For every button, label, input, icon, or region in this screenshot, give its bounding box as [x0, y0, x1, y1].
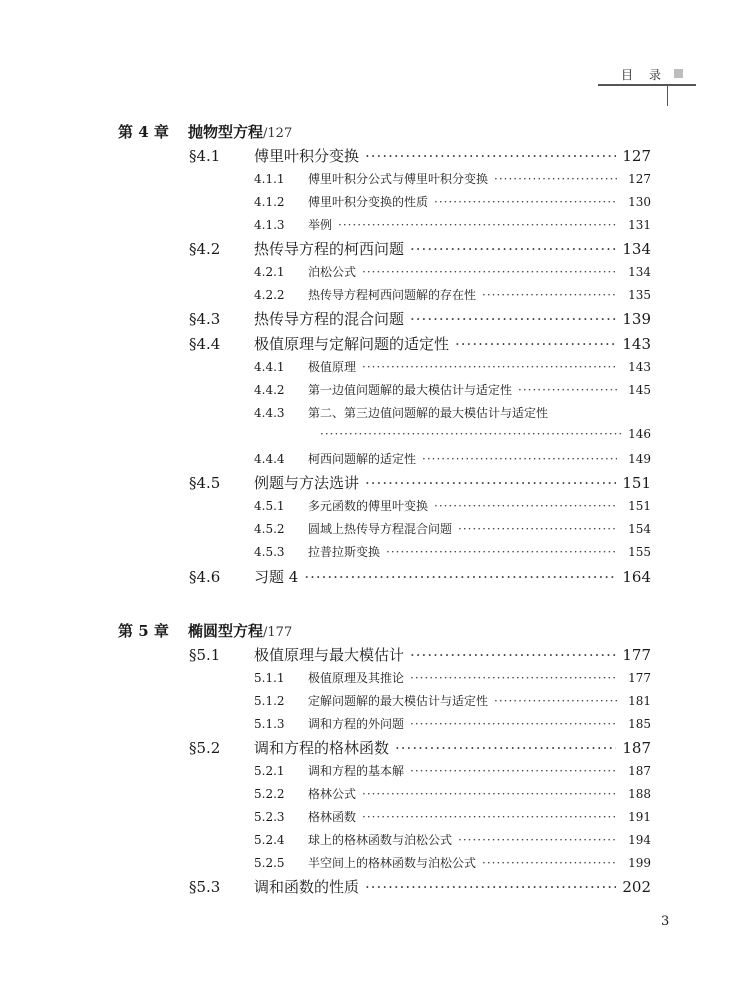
subsection-title: 调和方程的基本解	[308, 764, 405, 778]
subsection-title: 极值原理及其推论	[308, 671, 405, 685]
subsection-number: 4.4.4	[254, 452, 285, 466]
subsection-number: 4.1.2	[254, 195, 285, 209]
subsection-title: 多元函数的傅里叶变换	[308, 499, 429, 513]
section-number: §5.3	[189, 878, 221, 896]
subsection-number: 4.4.2	[254, 383, 285, 397]
subsection-page: 127	[628, 172, 651, 186]
leader-dots	[365, 878, 616, 896]
subsection-page: 130	[628, 195, 651, 209]
section-number: §5.2	[189, 739, 221, 757]
toc-subsection[interactable]	[254, 762, 651, 779]
subsection-title: 傅里叶积分公式与傅里叶积分变换	[308, 172, 489, 186]
section-title: 例题与方法选讲	[254, 474, 360, 492]
toc-subsection-continuation[interactable]	[320, 427, 651, 441]
header-char-2: 录	[649, 68, 662, 82]
leader-dots	[362, 360, 617, 374]
toc-section[interactable]	[189, 876, 651, 897]
subsection-page: 185	[628, 717, 651, 731]
section-title: 极值原理与定解问题的适定性	[254, 335, 450, 353]
leader-dots	[494, 172, 617, 186]
subsection-title: 格林公式	[308, 787, 357, 801]
toc-subsection[interactable]	[254, 170, 651, 187]
subsection-number: 4.4.3	[254, 406, 285, 420]
subsection-page: 191	[628, 810, 651, 824]
leader-dots	[434, 195, 617, 209]
toc-subsection[interactable]	[254, 381, 651, 398]
chapter-number: 第 5 章	[118, 622, 169, 640]
subsection-page: 155	[628, 545, 651, 559]
toc-subsection[interactable]	[254, 785, 651, 802]
subsection-title: 拉普拉斯变换	[308, 545, 381, 559]
section-title: 调和方程的格林函数	[254, 739, 390, 757]
section-number: §4.4	[189, 335, 221, 353]
subsection-page: 194	[628, 833, 651, 847]
toc-section[interactable]	[189, 308, 651, 329]
subsection-page: 199	[628, 856, 651, 870]
chapter-heading	[118, 121, 292, 142]
section-page: 202	[622, 878, 651, 896]
subsection-number: 4.1.1	[254, 172, 285, 186]
leader-dots	[320, 427, 622, 441]
leader-dots	[362, 787, 617, 801]
subsection-number: 5.2.5	[254, 856, 285, 870]
subsection-title: 热传导方程柯西问题解的存在性	[308, 288, 477, 302]
section-number: §4.1	[189, 147, 221, 165]
toc-section[interactable]	[189, 737, 651, 758]
subsection-title: 极值原理	[308, 360, 357, 374]
leader-dots	[458, 833, 617, 847]
toc-subsection[interactable]	[254, 497, 651, 514]
chapter-title: 抛物型方程	[188, 123, 264, 141]
leader-dots	[482, 288, 617, 302]
toc-subsection[interactable]	[254, 404, 651, 421]
leader-dots	[338, 218, 617, 232]
subsection-title: 第一边值问题解的最大模估计与适定性	[308, 383, 513, 397]
subsection-page: 135	[628, 288, 651, 302]
subsection-title: 调和方程的外问题	[308, 717, 405, 731]
toc-section[interactable]	[189, 145, 651, 166]
section-title: 调和函数的性质	[254, 878, 360, 896]
subsection-title: 第二、第三边值问题解的最大模估计与适定性	[308, 406, 549, 420]
leader-dots	[304, 568, 616, 586]
subsection-number: 5.1.1	[254, 671, 285, 685]
toc-section[interactable]	[189, 472, 651, 493]
subsection-number: 5.2.1	[254, 764, 285, 778]
leader-dots	[365, 147, 616, 165]
subsection-number: 4.5.3	[254, 545, 285, 559]
toc-subsection[interactable]	[254, 358, 651, 375]
subsection-title: 傅里叶积分变换的性质	[308, 195, 429, 209]
subsection-title: 柯西问题解的适定性	[308, 452, 417, 466]
section-number: §4.6	[189, 568, 221, 586]
toc-section[interactable]	[189, 644, 651, 665]
leader-dots	[410, 671, 617, 685]
subsection-number: 4.5.1	[254, 499, 285, 513]
section-title: 热传导方程的柯西问题	[254, 240, 405, 258]
leader-dots	[518, 383, 617, 397]
toc-section[interactable]	[189, 333, 651, 354]
subsection-title: 球上的格林函数与泊松公式	[308, 833, 453, 847]
toc-subsection[interactable]	[254, 450, 651, 467]
toc-subsection[interactable]	[254, 216, 651, 233]
section-page: 151	[622, 474, 651, 492]
section-number: §4.2	[189, 240, 221, 258]
toc-subsection[interactable]	[254, 715, 651, 732]
section-page: 134	[622, 240, 651, 258]
subsection-page: 181	[628, 694, 651, 708]
subsection-number: 5.1.3	[254, 717, 285, 731]
toc-subsection[interactable]	[254, 520, 651, 537]
leader-dots	[395, 739, 616, 757]
leader-dots	[362, 265, 617, 279]
toc-section[interactable]	[189, 566, 651, 587]
toc-subsection[interactable]	[254, 831, 651, 848]
subsection-number: 4.2.1	[254, 265, 285, 279]
subsection-title: 泊松公式	[308, 265, 357, 279]
leader-dots	[494, 694, 617, 708]
subsection-number: 5.2.3	[254, 810, 285, 824]
subsection-number: 4.5.2	[254, 522, 285, 536]
toc-subsection[interactable]	[254, 854, 651, 871]
chapter-page: /127	[263, 126, 293, 141]
leader-dots	[434, 499, 617, 513]
header-char-1: 目	[621, 68, 634, 82]
subsection-page: 177	[628, 671, 651, 685]
section-number: §5.1	[189, 646, 221, 664]
page-number: 3	[661, 914, 670, 929]
header-rule	[598, 84, 696, 86]
section-number: §4.3	[189, 310, 221, 328]
section-page: 127	[622, 147, 651, 165]
toc-subsection[interactable]	[254, 669, 651, 686]
chapter-number: 第 4 章	[118, 123, 169, 141]
leader-dots	[386, 545, 617, 559]
subsection-page: 151	[628, 499, 651, 513]
subsection-page: 146	[628, 427, 651, 441]
subsection-page: 187	[628, 764, 651, 778]
toc-subsection[interactable]	[254, 692, 651, 709]
subsection-number: 5.2.2	[254, 787, 285, 801]
running-header	[621, 66, 661, 83]
subsection-page: 134	[628, 265, 651, 279]
header-square-icon	[674, 69, 683, 78]
leader-dots	[410, 646, 616, 664]
leader-dots	[455, 335, 616, 353]
section-page: 139	[622, 310, 651, 328]
section-number: §4.5	[189, 474, 221, 492]
toc-subsection[interactable]	[254, 263, 651, 280]
leader-dots	[362, 810, 617, 824]
subsection-page: 131	[628, 218, 651, 232]
section-page: 164	[622, 568, 651, 586]
subsection-page: 143	[628, 360, 651, 374]
leader-dots	[410, 310, 616, 328]
leader-dots	[365, 474, 616, 492]
chapter-page: /177	[263, 625, 293, 640]
chapter-title: 椭圆型方程	[188, 622, 264, 640]
leader-dots	[410, 764, 617, 778]
section-page: 143	[622, 335, 651, 353]
toc-subsection[interactable]	[254, 286, 651, 303]
leader-dots	[458, 522, 617, 536]
section-title: 习题 4	[254, 568, 299, 586]
subsection-number: 5.2.4	[254, 833, 285, 847]
chapter-heading	[118, 620, 292, 641]
subsection-title: 半空间上的格林函数与泊松公式	[308, 856, 477, 870]
header-vertical-rule	[667, 84, 668, 106]
subsection-page: 145	[628, 383, 651, 397]
subsection-page: 154	[628, 522, 651, 536]
subsection-number: 5.1.2	[254, 694, 285, 708]
subsection-title: 圆域上热传导方程混合问题	[308, 522, 453, 536]
subsection-title: 格林函数	[308, 810, 357, 824]
section-title: 极值原理与最大模估计	[254, 646, 405, 664]
subsection-number: 4.2.2	[254, 288, 285, 302]
section-page: 187	[622, 739, 651, 757]
leader-dots	[410, 717, 617, 731]
subsection-title: 定解问题解的最大模估计与适定性	[308, 694, 489, 708]
leader-dots	[410, 240, 616, 258]
leader-dots	[482, 856, 617, 870]
toc-subsection[interactable]	[254, 808, 651, 825]
subsection-page: 149	[628, 452, 651, 466]
toc-subsection[interactable]	[254, 543, 651, 560]
subsection-number: 4.4.1	[254, 360, 285, 374]
toc-subsection[interactable]	[254, 193, 651, 210]
section-title: 热传导方程的混合问题	[254, 310, 405, 328]
section-title: 傅里叶积分变换	[254, 147, 360, 165]
section-page: 177	[622, 646, 651, 664]
toc-section[interactable]	[189, 238, 651, 259]
subsection-title: 举例	[308, 218, 333, 232]
subsection-page: 188	[628, 787, 651, 801]
leader-dots	[422, 452, 617, 466]
subsection-number: 4.1.3	[254, 218, 285, 232]
